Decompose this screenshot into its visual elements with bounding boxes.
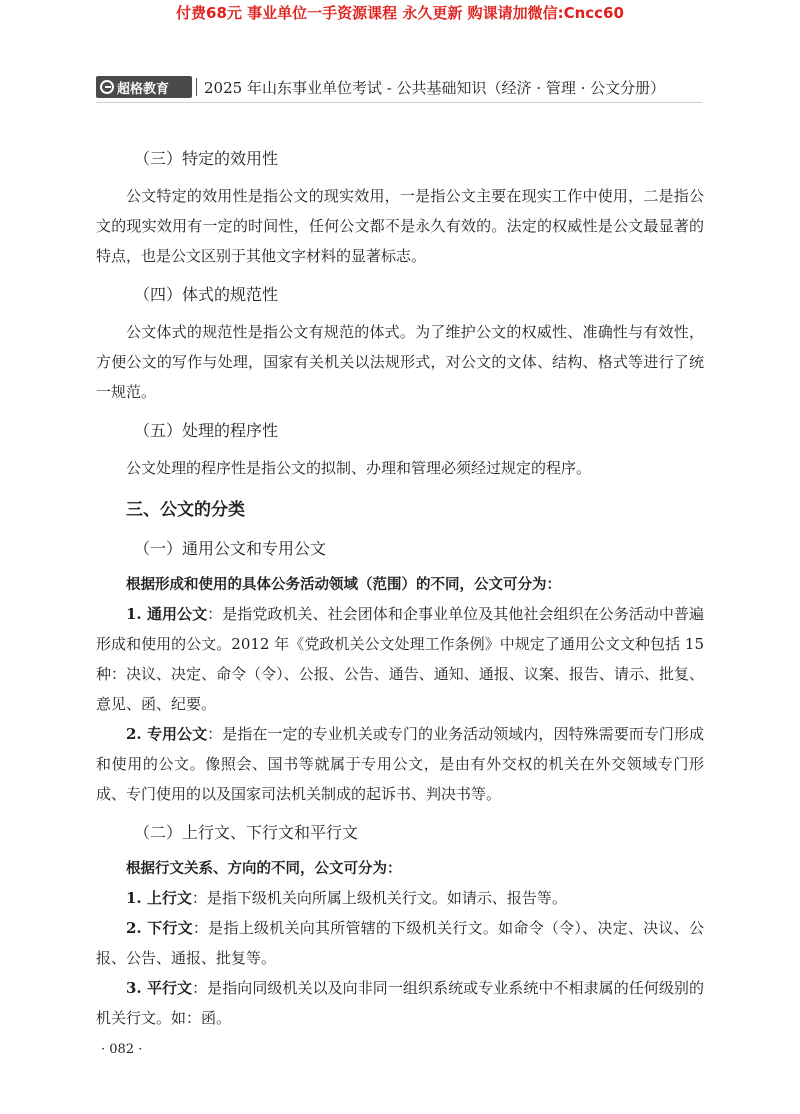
header-rule [96, 102, 702, 103]
logo-text: 超格教育 [117, 81, 170, 97]
section-heading-5: （五）处理的程序性 [134, 421, 279, 440]
item-text: ：是指下级机关向所属上级机关行文。如请示、报告等。 [191, 889, 567, 907]
section-heading-4: （四）体式的规范性 [134, 285, 279, 304]
page-header [96, 76, 716, 100]
item-text: ：是指在一定的专业机关或专门的业务活动领域内，因特殊需要而专门形成和使用的公文。像照会、国书等就属于专用公文，是由有外交权的机关在外交领域专门形成、专门使用的以及国家司法机关制成的起诉书、判决书等。 [96, 725, 704, 803]
item-text: ：是指党政机关、社会团体和企事业单位及其他社会组织在公务活动中普遍形成和使用的公文。2012 年《党政机关公文处理工作条例》中规定了通用公文文种包括 15 种：决议、决定、命令（令）、公报、公告、通告、通知、通报、议案、报告、请示、批复、意见、函、纪要。 [96, 605, 704, 713]
page-title: 2025 年山东事业单位考试 - 公共基础知识（经济 · 管理 · 公文分册） [204, 79, 666, 97]
logo-icon [100, 80, 114, 94]
lead-text-2: 根据行文关系、方向的不同，公文可分为： [126, 860, 402, 877]
page-number: · 082 · [101, 1042, 143, 1057]
list-item [96, 599, 704, 719]
item-text: ：是指向同级机关以及向非同一组织系统或专业系统中不相隶属的任何级别的机关行文。如：函。 [96, 979, 704, 1027]
item-label: 2. 下行文 [126, 919, 193, 937]
item-label: 3. 平行文 [126, 979, 193, 997]
section-heading-3: （三）特定的效用性 [134, 149, 279, 168]
list-item [96, 719, 704, 809]
item-text: ：是指上级机关向其所管辖的下级机关行文。如命令（令）、决定、决议、公报、公告、通报、批复等。 [96, 919, 704, 967]
paragraph-format: 公文体式的规范性是指公文有规范的体式。为了维护公文的权威性、准确性与有效性，方便公文的写作与处理，国家有关机关以法规形式，对公文的文体、结构、格式等进行了统一规范。 [96, 323, 704, 401]
promo-banner: 付费68元 事业单位一手资源课程 永久更新 购课请加微信:Cncc60 [176, 4, 624, 22]
subsection-heading-1: （一）通用公文和专用公文 [134, 539, 327, 558]
item-label: 1. 上行文 [126, 889, 192, 907]
list-item [96, 913, 704, 973]
document-body [96, 147, 704, 1033]
item-label: 2. 专用公文 [126, 725, 208, 743]
brand-logo [96, 76, 192, 98]
subsection-heading-2: （二）上行文、下行文和平行文 [134, 823, 359, 842]
main-heading: 三、公文的分类 [126, 500, 245, 520]
list-item [96, 883, 704, 913]
list-item [96, 973, 704, 1033]
paragraph-procedure: 公文处理的程序性是指公文的拟制、办理和管理必须经过规定的程序。 [126, 459, 592, 477]
lead-text-1: 根据形成和使用的具体公务活动领域（范围）的不同，公文可分为： [126, 576, 561, 593]
item-label: 1. 通用公文 [126, 605, 208, 623]
paragraph-effectiveness: 公文特定的效用性是指公文的现实效用，一是指公文主要在现实工作中使用，二是指公文的现实效用有一定的时间性，任何公文都不是永久有效的。法定的权威性是公文最显著的特点，也是公文区别于其他文字材料的显著标志。 [96, 187, 704, 265]
header-divider [196, 78, 197, 96]
